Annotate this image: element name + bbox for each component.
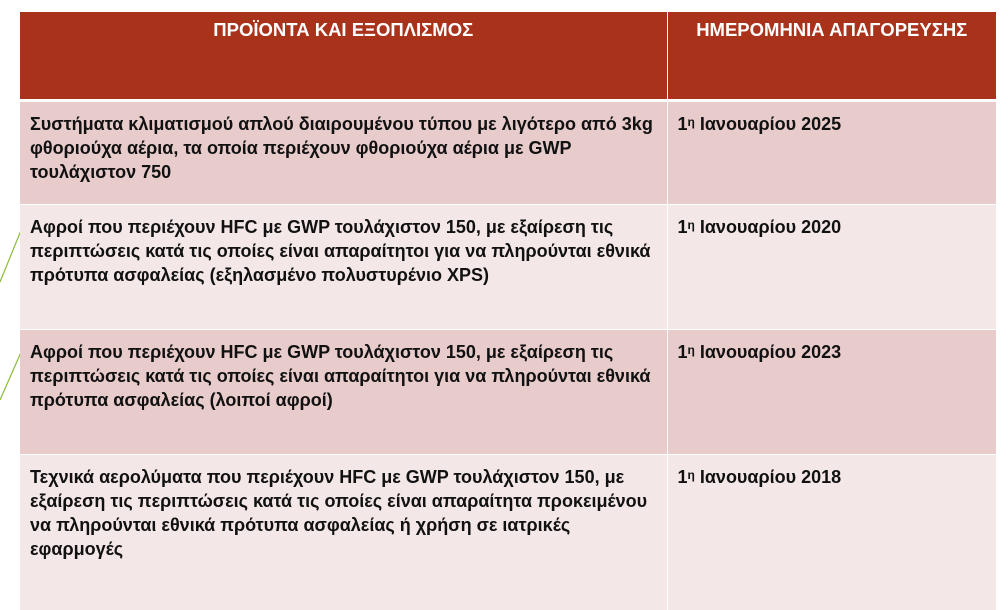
date-day: 1: [677, 466, 688, 487]
table-row: [20, 204, 996, 329]
date-rest: Ιανουαρίου 2025: [694, 113, 842, 134]
product-cell: Αφροί που περιέχουν HFC με GWP τουλάχιστον 150, με εξαίρεση τις περιπτώσεις κατά τις οποίες είναι απαραίτητοι για να πληρούνται εθνικά πρότυπα ασφαλείας (εξηλασμένο πολυστυρένιο XPS): [20, 204, 667, 329]
date-cell: [667, 454, 996, 610]
header-products: ΠΡΟΪΟΝΤΑ ΚΑΙ ΕΞΟΠΛΙΣΜΟΣ: [20, 12, 667, 100]
table-header-row: [20, 12, 996, 100]
date-rest: Ιανουαρίου 2018: [694, 466, 842, 487]
ban-dates-table-container: [20, 12, 996, 610]
date-cell: [667, 204, 996, 329]
ban-dates-table: [20, 12, 996, 610]
date-ordinal: η: [687, 114, 695, 129]
date-cell: [667, 329, 996, 454]
date-rest: Ιανουαρίου 2023: [694, 341, 842, 362]
date-rest: Ιανουαρίου 2020: [694, 216, 842, 237]
date-ordinal: η: [687, 342, 695, 357]
date-ordinal: η: [687, 217, 695, 232]
date-cell: [667, 100, 996, 204]
table-row: [20, 100, 996, 204]
date-ordinal: η: [687, 467, 695, 482]
product-cell: Τεχνικά αερολύματα που περιέχουν HFC με GWP τουλάχιστον 150, με εξαίρεση τις περιπτώσεις κατά τις οποίες είναι απαραίτητα προκειμένου να πληρούνται εθνικά πρότυπα ασφαλείας ή χρήση σε ιατρικές εφαρμογές: [20, 454, 667, 610]
date-day: 1: [677, 216, 688, 237]
date-day: 1: [677, 341, 688, 362]
product-cell: Συστήματα κλιματισμού απλού διαιρουμένου τύπου με λιγότερο από 3kg φθοριούχα αέρια, τα οποία περιέχουν φθοριούχα αέρια με GWP τουλάχιστον 750: [20, 100, 667, 204]
table-row: [20, 454, 996, 610]
table-row: [20, 329, 996, 454]
product-cell: Αφροί που περιέχουν HFC με GWP τουλάχιστον 150, με εξαίρεση τις περιπτώσεις κατά τις οποίες είναι απαραίτητοι για να πληρούνται εθνικά πρότυπα ασφαλείας (λοιποί αφροί): [20, 329, 667, 454]
date-day: 1: [677, 113, 688, 134]
header-ban-date: ΗΜΕΡΟΜΗΝΙΑ ΑΠΑΓΟΡΕΥΣΗΣ: [667, 12, 996, 100]
